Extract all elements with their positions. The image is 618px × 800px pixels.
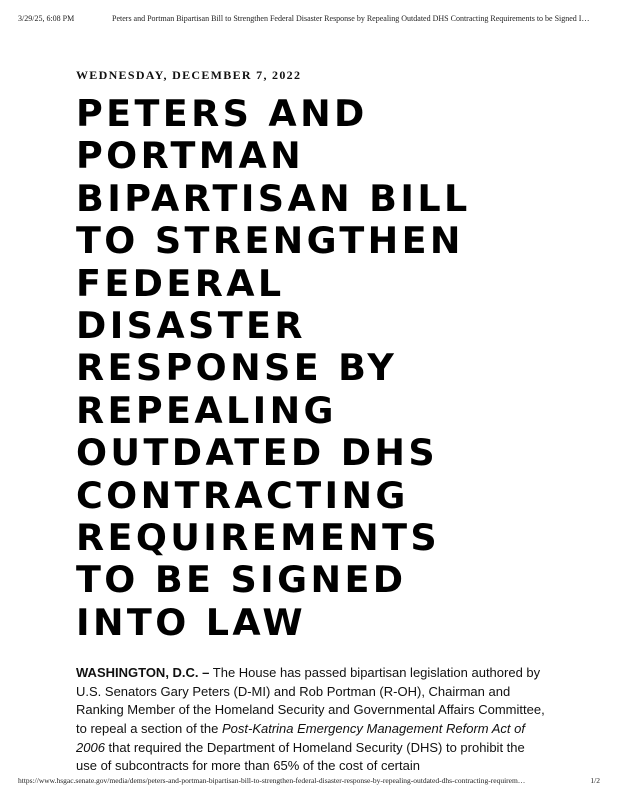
print-url: https://www.hsgac.senate.gov/media/dems/peters-and-portman-bipartisan-bill-to-strengthen-federal-disaster-response-by-repealing-outdated-dhs-contracting-requirem… xyxy=(18,776,526,785)
headline-line: REPEALING xyxy=(76,388,337,432)
article-date: WEDNESDAY, DECEMBER 7, 2022 xyxy=(76,68,302,82)
page-number: 1/2 xyxy=(590,776,600,785)
headline-line: PORTMAN xyxy=(76,134,305,178)
print-timestamp: 3/29/25, 6:08 PM xyxy=(18,14,75,23)
headline-line: DISASTER xyxy=(76,304,306,348)
article-headline xyxy=(76,93,546,644)
headline-line: CONTRACTING xyxy=(76,473,409,517)
dateline: WASHINGTON, D.C. – xyxy=(76,665,210,681)
article xyxy=(76,68,546,776)
headline-line: OUTDATED DHS xyxy=(76,431,439,475)
body-text: that required the Department of Homeland Security (DHS) to prohibit the use of subcontracts for more than 65% of the cost of certain xyxy=(76,739,525,774)
headline-line: BIPARTISAN BILL xyxy=(76,176,471,220)
headline-line: PETERS AND xyxy=(76,92,368,135)
headline-line: TO STRENGTHEN xyxy=(76,219,464,263)
headline-line: FEDERAL xyxy=(76,261,285,305)
print-header xyxy=(18,14,600,23)
print-page-title: Peters and Portman Bipartisan Bill to Strengthen Federal Disaster Response by Repealing Outdated DHS Contracting Requirements to be Signed I… xyxy=(112,14,590,23)
article-body-paragraph xyxy=(76,664,546,776)
act-title: Post-Katrina Emergency Management Reform Act of 2006 xyxy=(76,721,525,755)
headline-line: RESPONSE BY xyxy=(76,346,398,390)
print-footer xyxy=(18,776,600,785)
body-text: The House has passed bipartisan legislation authored by U.S. Senators Gary Peters (D-MI) and Rob Portman (R-OH), Chairman and Ranking Member of the Homeland Security and Governmental Affairs Committee, to repeal a section of the xyxy=(76,665,545,737)
headline-line: INTO LAW xyxy=(76,600,307,644)
headline-line: TO BE SIGNED xyxy=(76,558,407,602)
headline-line: REQUIREMENTS xyxy=(76,516,441,560)
